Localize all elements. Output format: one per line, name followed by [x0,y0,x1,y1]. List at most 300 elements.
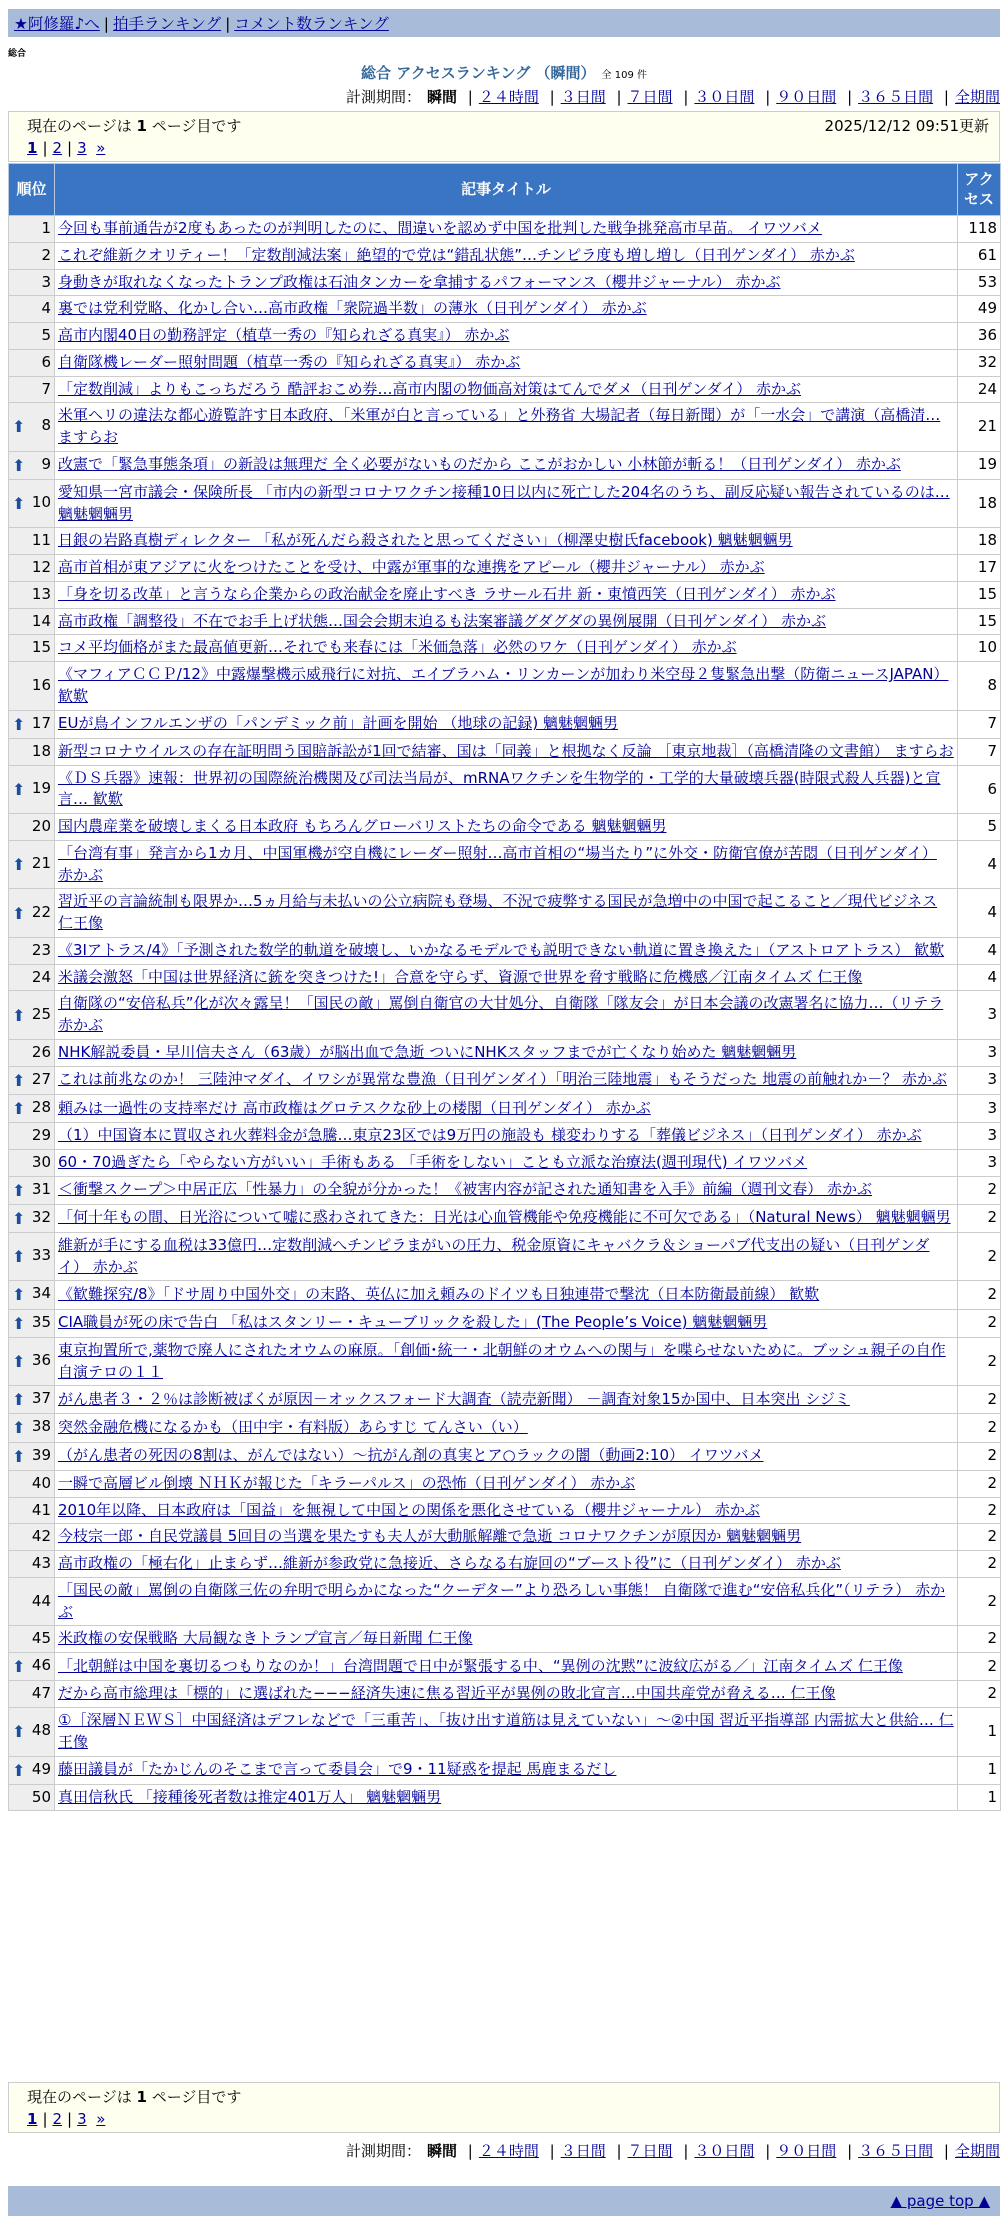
nav-separator: | [225,15,231,33]
rank-cell [9,1653,55,1681]
rank-cell [9,1386,55,1414]
article-link[interactable]: 「国民の敵」罵倒の自衛隊三佐の弁明で明らかになった“クーデター”より恐ろしい事態！ 自衛隊で進む“安倍私兵化”（リテラ） 赤かぶ [58,1580,946,1621]
rank-number: 4 [41,299,51,318]
clap-ranking-link[interactable]: 拍手ランキング [113,15,222,33]
period-label: 計測期間： [345,2142,421,2160]
table-row [9,765,1001,814]
rank-number: 41 [31,1500,51,1519]
table-row [9,1497,1001,1524]
table-row [9,1414,1001,1442]
article-link[interactable]: 頼みは一過性の支持率だけ 高市政権はグロテスクな砂上の楼閣（日刊ゲンダイ） 赤かぶ [58,1098,651,1117]
rank-cell [9,1708,55,1757]
rank-number: 38 [31,1417,51,1436]
page-text-suffix: ページ目です [151,117,242,135]
rank-number: 31 [31,1179,51,1198]
table-row [9,1784,1001,1811]
rank-number: 30 [31,1152,51,1171]
access-count: 24 [958,376,1001,403]
access-count: 3 [958,1123,1001,1150]
article-link[interactable]: 東京拘置所で,薬物で廃人にされたオウムの麻原。「創価･統一・北朝鮮のオウムへの関与」を喋らせないために。ブッシュ親子の自作自演テロの１１ [58,1340,946,1381]
article-link[interactable]: 《ＤＳ兵器》速報：世界初の国際統治機関及び司法当局が、mRNAワクチンを生物学的・工学的大量破壊兵器(時限式殺人兵器)と宣言… 歓歎 [58,768,941,809]
title-cell [55,1039,958,1066]
period-365d-link[interactable]: ３６５日間 [858,88,934,106]
table-row [9,991,1001,1040]
table-row [9,1386,1001,1414]
article-link[interactable]: 裏では党利党略、化かし合い…高市政権「衆院過半数」の薄氷（日刊ゲンダイ） 赤かぶ [58,299,647,318]
article-link[interactable]: 「北朝鮮は中国を裏切るつもりなのか！」台湾問題で日中が緊張する中、“異例の沈黙”に波紋広がる／」江南タイムズ 仁王像 [58,1656,903,1675]
table-row [9,937,1001,964]
table-row [9,1337,1001,1386]
access-count: 4 [958,840,1001,889]
rank-number: 22 [31,902,51,921]
access-count: 3 [958,1066,1001,1094]
article-link[interactable]: 自衛隊機レーダー照射問題（植草一秀の『知られざる真実』） 赤かぶ [58,352,521,371]
title-cell [55,1204,958,1232]
access-count: 8 [958,662,1001,711]
article-link[interactable]: 60・70過ぎたら「やらない方がいい」手術もある 「手術をしない」ことも立派な治療法(週刊現代) イワツバメ [58,1152,808,1171]
article-link[interactable]: これは前兆なのか！ 三陸沖マダイ、イワシが異常な豊漁（日刊ゲンダイ）「明治三陸地震」もそうだった 地震の前触れか－？ 赤かぶ [58,1070,947,1089]
rank-cell [9,1784,55,1811]
rank-number: 44 [31,1591,51,1610]
table-row [9,451,1001,479]
up-arrow-icon: ⬆ [12,1722,26,1742]
title-cell [55,964,958,991]
article-link[interactable]: 「定数削減」よりもこっちだろう 酷評おこめ券…高市内閣の物価高対策はてんでダメ（日刊ゲンダイ） 赤かぶ [58,379,802,398]
page-link[interactable]: 2 [52,139,63,157]
title-cell [55,1414,958,1442]
article-link[interactable]: NHK解説委員・早川信夫さん（63歳）が脳出血で急逝 ついにNHKスタッフまでが亡くなり始めた 魑魅魍魎男 [58,1042,797,1061]
period-separator: | [467,2142,473,2160]
title-cell [55,889,958,938]
rank-number: 12 [31,558,51,577]
access-count: 2 [958,1281,1001,1309]
title-cell [55,242,958,269]
page-title-block [0,62,1008,83]
period-selector-bottom [346,2140,1000,2161]
ranking-table [8,163,1001,1811]
article-link[interactable]: 改憲で「緊急事態条項」の新設は無理だ 全く必要がないものだから ここがおかしい 小林節が斬る！（日刊ゲンダイ） 赤かぶ [58,455,901,474]
article-link[interactable]: 「何十年もの間、日光浴について嘘に惑わされてきた：日光は心血管機能や免疫機能に不可欠である」（Natural News） 魑魅魍魎男 [58,1208,951,1227]
article-link[interactable]: ①［深層ＮＥＷＳ］中国経済はデフレなどで「三重苦」、「抜け出す道筋は見えていない」～②中国 習近平指導部 内需拡大と供給… 仁王像 [58,1711,954,1751]
title-cell [55,814,958,841]
rank-cell [9,479,55,528]
rank-cell [9,555,55,582]
access-count: 2 [958,1309,1001,1337]
access-count: 3 [958,1094,1001,1122]
rank-cell [9,1176,55,1204]
period-365d-link[interactable]: ３６５日間 [858,2142,934,2160]
article-link[interactable]: 維新が手にする血税は33億円…定数削減へチンピラまがいの圧力、税金原資にキャバクラ＆ショーパブ代支出の疑い（日刊ゲンダイ） 赤かぶ [58,1235,930,1276]
rank-number: 37 [31,1389,51,1408]
article-link[interactable]: 突然金融危機になるかも（田中宇・有料版）あらすじ てんさい（い） [58,1418,528,1437]
access-count: 36 [958,323,1001,350]
table-row [9,581,1001,608]
article-link[interactable]: これぞ維新クオリティー！「定数削減法案」絶望的で党は“錯乱状態”…チンピラ度も増し増し（日刊ゲンダイ） 赤かぶ [58,245,855,264]
article-link[interactable]: 2010年以降、日本政府は「国益」を無視して中国との関係を悪化させている（櫻井ジャーナル） 赤かぶ [58,1500,760,1519]
page-link[interactable]: 2 [52,2110,63,2128]
period-separator: | [549,2142,555,2160]
table-row [9,1708,1001,1757]
title-cell [55,1309,958,1337]
table-row [9,1551,1001,1578]
access-count: 6 [958,765,1001,814]
title-cell [55,1577,958,1626]
article-link[interactable]: 米議会激怒「中国は世界経済に銃を突きつけた!」合意を守らず、資源で世界を脅す戦略に危機感／江南タイムズ 仁王像 [58,967,863,986]
rank-cell [9,296,55,323]
rank-cell [9,635,55,662]
rank-cell [9,1551,55,1578]
rank-cell [9,1470,55,1497]
title-cell [55,1281,958,1309]
rank-cell [9,937,55,964]
article-link[interactable]: 今枝宗一郎・自民党議員 5回目の当選を果たすも夫人が大動脈解離で急逝 コロナワクチンが原因か 魑魅魍魎男 [58,1527,802,1546]
up-arrow-icon: ⬆ [12,417,26,437]
table-row [9,479,1001,528]
access-count: 1 [958,1708,1001,1757]
rank-number: 21 [31,854,51,873]
table-row [9,349,1001,376]
period-all-link[interactable]: 全期間 [954,88,1000,106]
period-all-link[interactable]: 全期間 [954,2142,1000,2160]
rank-cell [9,1414,55,1442]
rank-number: 3 [41,272,51,291]
up-arrow-icon: ⬆ [12,1208,26,1228]
category-label: 総合 [8,49,27,59]
rank-cell [9,840,55,889]
table-row [9,1309,1001,1337]
rank-cell [9,403,55,452]
home-link[interactable]: ★阿修羅♪へ [14,15,100,33]
rank-number: 9 [41,454,51,473]
page-text-prefix: 現在のページは [27,117,132,135]
access-count: 1 [958,1784,1001,1811]
access-count: 15 [958,581,1001,608]
nav-separator: | [103,15,110,33]
article-link[interactable]: 高市政権の「極右化」止まらず…維新が参政党に急接近、さらなる右旋回の“ブースト役”に（日刊ゲンダイ） 赤かぶ [58,1554,841,1573]
title-cell [55,296,958,323]
article-link[interactable]: 新型コロナウイルスの存在証明問う国賠訴訟が1回で結審、国は「同義」と根拠なく反論 ［東京地裁］（高橋清隆の文書館） ますらお [58,741,954,760]
table-row [9,1176,1001,1204]
title-cell [55,1094,958,1122]
rank-number: 8 [41,416,51,435]
period-separator: | [943,88,949,106]
article-link[interactable]: 《マフィアＣＣＰ/12》中露爆撃機示威飛行に対抗、エイブラハム・リンカーンが加わり米空母２隻緊急出撃（防衛ニュースJAPAN） 歓歎 [58,665,949,705]
table-row [9,1066,1001,1094]
table-row [9,403,1001,452]
access-count: 2 [958,1232,1001,1281]
access-count: 2 [958,1653,1001,1681]
title-cell [55,1123,958,1150]
article-link[interactable]: 《歓難探究/8》「ドサ周り中国外交」の末路、英仏に加え頼みのドイツも日独連帯で撃沈（日本防衛最前線） 歓歎 [58,1285,820,1304]
table-row [9,814,1001,841]
rank-number: 17 [31,713,51,732]
table-row [9,635,1001,662]
next-page-link[interactable]: » [96,2110,106,2128]
title-cell [55,1497,958,1524]
article-link[interactable]: 日銀の岩路真樹ディレクター 「私が死んだら殺されたと思ってください」（柳澤史樹氏facebook) 魑魅魍魎男 [58,531,793,550]
title-cell [55,1442,958,1470]
period-separator: | [765,88,771,106]
table-row [9,1577,1001,1626]
rank-number: 35 [31,1312,51,1331]
period-24h-link[interactable]: ２４時間 [478,88,539,106]
comment-ranking-link[interactable]: コメント数ランキング [234,15,389,33]
rank-number: 16 [31,676,51,695]
pagination-separator: | [67,2110,73,2128]
title-cell [55,528,958,555]
header-title: 記事タイトル [55,164,958,216]
rank-cell [9,1681,55,1708]
access-count: 10 [958,635,1001,662]
article-link[interactable]: 今回も事前通告が2度もあったのが判明したのに、間違いを認めず中国を批判した戦争挑発高市早苗。 イワツバメ [58,219,822,237]
rank-cell [9,1577,55,1626]
table-row [9,1681,1001,1708]
access-count: 2 [958,1551,1001,1578]
period-7d-link[interactable]: ７日間 [627,88,673,106]
title-cell [55,451,958,479]
access-count: 7 [958,738,1001,765]
table-row [9,1094,1001,1122]
title-cell [55,555,958,582]
table-row [9,662,1001,711]
total-count: 全 109 件 [601,70,647,81]
article-link[interactable]: （1）中国資本に買収され火葬料金が急騰…東京23区では9万円の施設も 様変わりする「葬儀ビジネス」（日刊ゲンダイ） 赤かぶ [58,1126,922,1144]
article-link[interactable]: 自衛隊の“安倍私兵”化が次々露呈！「国民の敵」罵倒自衛官の大甘処分、自衛隊「隊友会」が日本会議の改憲署名に協力…（リテラ 赤かぶ [58,994,944,1035]
rank-number: 27 [31,1069,51,1088]
period-7d-link[interactable]: ７日間 [627,2142,673,2160]
table-row [9,964,1001,991]
article-link[interactable]: CIA職員が死の床で告白 「私はスタンリー・キューブリックを殺した」(The People’s Voice) 魑魅魍魎男 [58,1313,768,1332]
article-link[interactable]: 真田信秋氏 「接種後死者数は推定401万人」 魑魅魍魎男 [58,1787,442,1806]
rank-cell [9,710,55,738]
rank-number: 1 [41,219,51,237]
title-cell [55,710,958,738]
article-link[interactable]: 高市政権「調整役」不在でお手上げ状態…国会会期末迫るも法案審議グダグダの異例展開（日刊ゲンダイ） 赤かぶ [58,611,826,630]
title-cell [55,349,958,376]
access-count: 2 [958,1577,1001,1626]
rank-number: 48 [31,1721,51,1740]
rank-number: 39 [31,1445,51,1464]
rank-number: 49 [31,1759,51,1778]
period-3d-link[interactable]: ３日間 [560,88,606,106]
rank-number: 28 [31,1097,51,1116]
up-arrow-icon: ⬆ [12,455,26,475]
next-page-link[interactable]: » [96,139,106,157]
header-access: アクセス [958,164,1001,216]
rank-number: 47 [31,1684,51,1703]
table-row [9,216,1001,243]
article-link[interactable]: 国内農産業を破壊しまくる日本政府 もちろんグローバリストたちの命令である 魑魅魍魎男 [58,817,667,836]
table-row [9,738,1001,765]
page-link-current[interactable]: 1 [27,2110,38,2128]
access-count: 49 [958,296,1001,323]
table-row [9,1442,1001,1470]
up-arrow-icon: ⬆ [12,1657,26,1677]
up-arrow-icon: ⬆ [12,1180,26,1200]
access-count: 2 [958,1176,1001,1204]
title-cell [55,1653,958,1681]
period-3d-link[interactable]: ３日間 [560,2142,606,2160]
page-text-prefix: 現在のページは [27,2088,132,2106]
access-count: 18 [958,479,1001,528]
article-link[interactable]: （がん患者の死因の8割は、がんではない）～抗がん剤の真実とア○ラックの闇（動画2:10） イワツバメ [58,1446,764,1465]
page-number: 1 [136,2088,147,2106]
table-row [9,1524,1001,1551]
title-cell [55,937,958,964]
rank-cell [9,1309,55,1337]
table-row [9,710,1001,738]
rank-cell [9,1756,55,1784]
title-cell [55,1066,958,1094]
access-count: 2 [958,1414,1001,1442]
article-link[interactable]: 米軍ヘリの違法な都心遊覧許す日本政府、「米軍が白と言っている」と外務省 大場記者（毎日新聞）が「一水会」で講演（高橋清… ますらお [58,406,941,446]
table-row [9,323,1001,350]
up-arrow-icon: ⬆ [12,1351,26,1371]
title-cell [55,1232,958,1281]
access-count: 2 [958,1524,1001,1551]
pagination-separator: | [67,139,73,157]
title-cell [55,269,958,296]
article-link[interactable]: 身動きが取れなくなったトランプ政権は石油タンカーを拿捕するパフォーマンス（櫻井ジャーナル） 赤かぶ [58,272,781,291]
article-link[interactable]: 米政権の安保戦略 大局観なきトランプ宣言／毎日新聞 仁王像 [58,1629,473,1648]
article-link[interactable]: 高市首相が東アジアに火をつけたことを受け、中露が軍事的な連携をアピール（櫻井ジャーナル） 赤かぶ [58,558,765,577]
top-nav-bar [8,9,1000,37]
article-link[interactable]: 「台湾有事」発言から1カ月、中国軍機が空自機にレーダー照射…高市首相の“場当たり”に外交・防衛官僚が苦悶（日刊ゲンダイ） 赤かぶ [58,843,937,884]
rank-number: 33 [31,1246,51,1265]
title-cell [55,608,958,635]
title-cell [55,479,958,528]
rank-number: 18 [31,741,51,760]
current-page-text [27,2086,241,2107]
page-link-current[interactable]: 1 [27,139,38,157]
up-arrow-icon: ⬆ [12,714,26,734]
rank-number: 11 [31,531,51,550]
rank-cell [9,1094,55,1122]
rank-cell [9,349,55,376]
access-count: 4 [958,937,1001,964]
page-info-bottom [8,2082,1000,2133]
rank-number: 42 [31,1527,51,1546]
title-cell [55,1551,958,1578]
access-count: 3 [958,991,1001,1040]
table-row [9,608,1001,635]
article-link[interactable]: 高市内閣40日の勤務評定（植草一秀の『知られざる真実』） 赤かぶ [58,326,510,344]
table-row [9,376,1001,403]
pagination [27,2110,105,2128]
page-text-suffix: ページ目です [151,2088,242,2106]
article-link[interactable]: ＜衝撃スクープ＞中居正広「性暴力」の全貌が分かった！《被害内容が記された通知書を入手》前編（週刊文春） 赤かぶ [58,1180,873,1199]
rank-cell [9,1497,55,1524]
title-cell [55,635,958,662]
rank-number: 19 [31,778,51,797]
article-link[interactable]: がん患者３・２％は診断被ばくが原因－オックスフォード大調査（読売新聞） －調査対象15か国中、日本突出 シジミ [58,1389,850,1408]
page-link[interactable]: 3 [77,2110,87,2128]
up-arrow-icon: ⬆ [12,779,26,799]
title-cell [55,1176,958,1204]
period-current: 瞬間 [426,2142,457,2160]
page-title: 総合 アクセスランキング （瞬間） [361,64,596,82]
rank-number: 20 [31,817,51,836]
article-link[interactable]: 《3Iアトラス/4》「予測された数学的軌道を破壊し、いかなるモデルでも説明できない軌道に置き換えた」（アストロアトラス） 歓歎 [58,940,945,959]
page-top-link[interactable]: ▲ page top ▲ [890,2192,990,2210]
rank-cell [9,1149,55,1176]
up-arrow-icon: ⬆ [12,855,26,875]
rank-cell [9,1626,55,1653]
table-row [9,889,1001,938]
period-30d-link[interactable]: ３０日間 [694,88,755,106]
access-count: 3 [958,1039,1001,1066]
period-separator: | [847,88,853,106]
rank-cell [9,662,55,711]
up-arrow-icon: ⬆ [12,1446,26,1466]
article-link[interactable]: EUが鳥インフルエンザの「パンデミック前」計画を開始 （地球の記録) 魑魅魍魎男 [58,714,618,733]
table-row [9,296,1001,323]
rank-cell [9,242,55,269]
rank-cell [9,1066,55,1094]
article-link[interactable]: コメ平均価格がまた最高値更新…それでも来春には「米価急落」必然のワケ（日刊ゲンダイ） 赤かぶ [58,638,737,657]
rank-cell [9,216,55,243]
access-count: 2 [958,1442,1001,1470]
table-row [9,1232,1001,1281]
access-count: 118 [958,216,1001,243]
period-90d-link[interactable]: ９０日間 [776,88,837,106]
article-link[interactable]: 「身を切る改革」と言うなら企業からの政治献金を廃止すべき ラサール石井 新・東憤西笑（日刊ゲンダイ） 赤かぶ [58,584,836,603]
article-link[interactable]: だから高市総理は「標的」に選ばれた−−−経済失速に焦る習近平が異例の敗北宣言…中国共産党が脅える… 仁王像 [58,1684,836,1703]
up-arrow-icon: ⬆ [12,1247,26,1267]
title-cell [55,216,958,243]
up-arrow-icon: ⬆ [12,1070,26,1090]
access-count: 32 [958,349,1001,376]
table-row [9,528,1001,555]
table-row [9,1149,1001,1176]
article-link[interactable]: 藤田議員が「たかじんのそこまで言って委員会」で9・11疑惑を提起 馬鹿まるだし [58,1760,617,1779]
period-separator: | [765,2142,771,2160]
rank-number: 10 [31,493,51,512]
rank-number: 45 [31,1629,51,1648]
access-count: 18 [958,528,1001,555]
rank-cell [9,964,55,991]
rank-cell [9,608,55,635]
rank-number: 14 [31,611,51,630]
article-link[interactable]: 習近平の言論統制も限界か…5ヵ月給与未払いの公立病院も登場、不況で疲弊する国民が急増中の中国で起こること／現代ビジネス 仁王像 [58,892,938,933]
article-link[interactable]: 愛知県一宮市議会・保険所長 「市内の新型コロナワクチン接種10日以内に死亡した204名のうち、副反応疑い報告されているのは… 魑魅魍魎男 [58,482,950,523]
table-row [9,1470,1001,1497]
page-link[interactable]: 3 [77,139,87,157]
bottom-bar [8,2186,1000,2216]
rank-cell [9,738,55,765]
rank-cell [9,269,55,296]
rank-number: 40 [31,1473,51,1492]
rank-cell [9,1204,55,1232]
rank-cell [9,1123,55,1150]
period-separator: | [616,88,622,106]
title-cell [55,1337,958,1386]
period-90d-link[interactable]: ９０日間 [776,2142,837,2160]
title-cell [55,1386,958,1414]
period-24h-link[interactable]: ２４時間 [478,2142,539,2160]
access-count: 17 [958,555,1001,582]
page-number: 1 [136,117,147,135]
up-arrow-icon: ⬆ [12,494,26,514]
rank-number: 5 [41,326,51,344]
rank-cell [9,889,55,938]
table-row [9,840,1001,889]
up-arrow-icon: ⬆ [12,1418,26,1438]
title-cell [55,376,958,403]
period-30d-link[interactable]: ３０日間 [694,2142,755,2160]
title-cell [55,1470,958,1497]
article-link[interactable]: 一瞬で高層ビル倒壊 ＮＨＫが報じた「キラーパルス」の恐怖（日刊ゲンダイ） 赤かぶ [58,1473,636,1492]
